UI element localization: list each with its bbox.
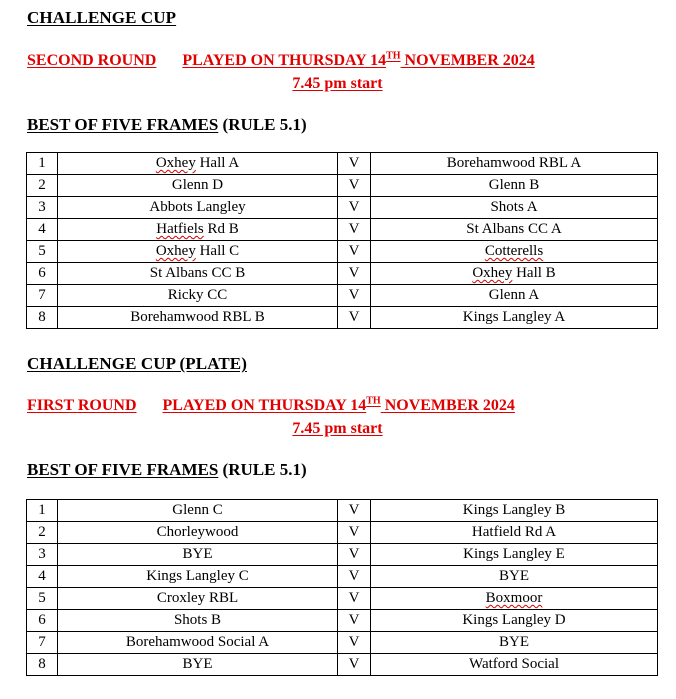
cell-away: Shots A <box>371 197 658 219</box>
cell-versus: V <box>338 522 371 544</box>
cell-home: Shots B <box>58 610 338 632</box>
cell-number: 3 <box>27 197 58 219</box>
cell-away: Hatfield Rd A <box>371 522 658 544</box>
section2-fixtures-table <box>26 499 658 676</box>
cell-number: 3 <box>27 544 58 566</box>
section1-format-label: BEST OF FIVE FRAMES <box>27 115 219 134</box>
section2-title-text: CHALLENGE CUP (PLATE) <box>27 354 247 373</box>
spellcheck-underline: Oxhey <box>472 265 513 281</box>
cell-number: 6 <box>27 263 58 285</box>
section1-round-label: SECOND ROUND <box>27 52 157 69</box>
section2-format-line <box>27 460 307 480</box>
cell-versus: V <box>338 153 371 175</box>
cell-number: 6 <box>27 610 58 632</box>
cell-home: Ricky CC <box>58 285 338 307</box>
cell-home: Glenn C <box>58 500 338 522</box>
cell-away: Kings Langley B <box>371 500 658 522</box>
cell-home: Glenn D <box>58 175 338 197</box>
table-row <box>27 544 658 566</box>
cell-away <box>371 241 658 263</box>
table-row <box>27 500 658 522</box>
cell-number: 4 <box>27 219 58 241</box>
cell-away: Kings Langley E <box>371 544 658 566</box>
cell-away: Oxhey Hall B <box>371 263 658 285</box>
cell-versus: V <box>338 500 371 522</box>
section1-format-line <box>27 115 307 135</box>
cell-home: Oxhey Hall A <box>58 153 338 175</box>
cell-away <box>371 588 658 610</box>
cell-away: BYE <box>371 632 658 654</box>
cell-away: BYE <box>371 566 658 588</box>
cell-versus: V <box>338 654 371 676</box>
section2-title <box>27 354 247 374</box>
cell-away: Watford Social <box>371 654 658 676</box>
cell-away: Borehamwood RBL A <box>371 153 658 175</box>
section2-round-line <box>27 396 515 416</box>
cell-home: BYE <box>58 544 338 566</box>
cell-versus: V <box>338 566 371 588</box>
section1-played-ordinal: TH <box>386 50 401 62</box>
table-row <box>27 153 658 175</box>
section2-round-label: FIRST ROUND <box>27 397 137 414</box>
cell-home: Borehamwood Social A <box>58 632 338 654</box>
section1-fixtures-table <box>26 152 658 329</box>
cell-home: BYE <box>58 654 338 676</box>
section2-format-label: BEST OF FIVE FRAMES <box>27 460 219 479</box>
section2-fixtures-body <box>27 500 658 676</box>
cell-home: Croxley RBL <box>58 588 338 610</box>
cell-home: St Albans CC B <box>58 263 338 285</box>
section1-fixtures-body <box>27 153 658 329</box>
cell-away: Kings Langley D <box>371 610 658 632</box>
cell-home: Chorleywood <box>58 522 338 544</box>
cell-versus: V <box>338 263 371 285</box>
table-row <box>27 241 658 263</box>
cell-home: Hatfiels Rd B <box>58 219 338 241</box>
cell-home: Kings Langley C <box>58 566 338 588</box>
cell-number: 1 <box>27 153 58 175</box>
cell-versus: V <box>338 610 371 632</box>
cell-away: St Albans CC A <box>371 219 658 241</box>
section1-title <box>27 8 176 28</box>
cell-number: 2 <box>27 522 58 544</box>
cell-versus: V <box>338 219 371 241</box>
cell-versus: V <box>338 307 371 329</box>
cell-number: 8 <box>27 307 58 329</box>
cell-versus: V <box>338 197 371 219</box>
cell-number: 8 <box>27 654 58 676</box>
cell-home: Borehamwood RBL B <box>58 307 338 329</box>
cell-number: 5 <box>27 241 58 263</box>
spellcheck-underline: Hatfiels <box>156 221 204 237</box>
cell-home: Abbots Langley <box>58 197 338 219</box>
spellcheck-underline: Oxhey <box>155 243 196 259</box>
cell-versus: V <box>338 632 371 654</box>
table-row <box>27 307 658 329</box>
section2-format-rule: (RULE 5.1) <box>218 460 307 479</box>
cell-number: 7 <box>27 285 58 307</box>
section2-start-time: 7.45 pm start <box>292 420 383 437</box>
cell-number: 7 <box>27 632 58 654</box>
table-row <box>27 522 658 544</box>
cell-versus: V <box>338 588 371 610</box>
table-row <box>27 566 658 588</box>
section2-start-time-line <box>0 419 676 439</box>
table-row <box>27 197 658 219</box>
spellcheck-underline: Cotterells <box>484 243 544 259</box>
table-row <box>27 175 658 197</box>
cell-number: 2 <box>27 175 58 197</box>
section2-played-suffix: NOVEMBER 2024 <box>380 397 515 414</box>
table-row <box>27 263 658 285</box>
table-row <box>27 632 658 654</box>
cell-away: Glenn A <box>371 285 658 307</box>
table-row <box>27 610 658 632</box>
cell-home: Oxhey Hall C <box>58 241 338 263</box>
section2-played-prefix: PLAYED ON THURSDAY 14 <box>162 397 367 414</box>
cell-number: 1 <box>27 500 58 522</box>
cell-away: Kings Langley A <box>371 307 658 329</box>
table-row <box>27 219 658 241</box>
section1-played-suffix: NOVEMBER 2024 <box>400 52 535 69</box>
section1-start-time: 7.45 pm start <box>292 75 383 92</box>
cell-number: 4 <box>27 566 58 588</box>
section1-format-rule: (RULE 5.1) <box>218 115 307 134</box>
cell-away: Glenn B <box>371 175 658 197</box>
cell-versus: V <box>338 241 371 263</box>
cell-versus: V <box>338 544 371 566</box>
cell-number: 5 <box>27 588 58 610</box>
table-row <box>27 654 658 676</box>
section1-start-time-line <box>0 74 676 94</box>
section2-played-ordinal: TH <box>366 395 381 407</box>
section1-round-line <box>27 51 535 71</box>
section1-played-prefix: PLAYED ON THURSDAY 14 <box>182 52 387 69</box>
cell-versus: V <box>338 175 371 197</box>
table-row <box>27 588 658 610</box>
table-row <box>27 285 658 307</box>
spellcheck-underline: Oxhey <box>155 155 196 171</box>
cell-versus: V <box>338 285 371 307</box>
spellcheck-underline: Boxmoor <box>485 590 543 606</box>
section1-title-text: CHALLENGE CUP <box>27 8 177 27</box>
